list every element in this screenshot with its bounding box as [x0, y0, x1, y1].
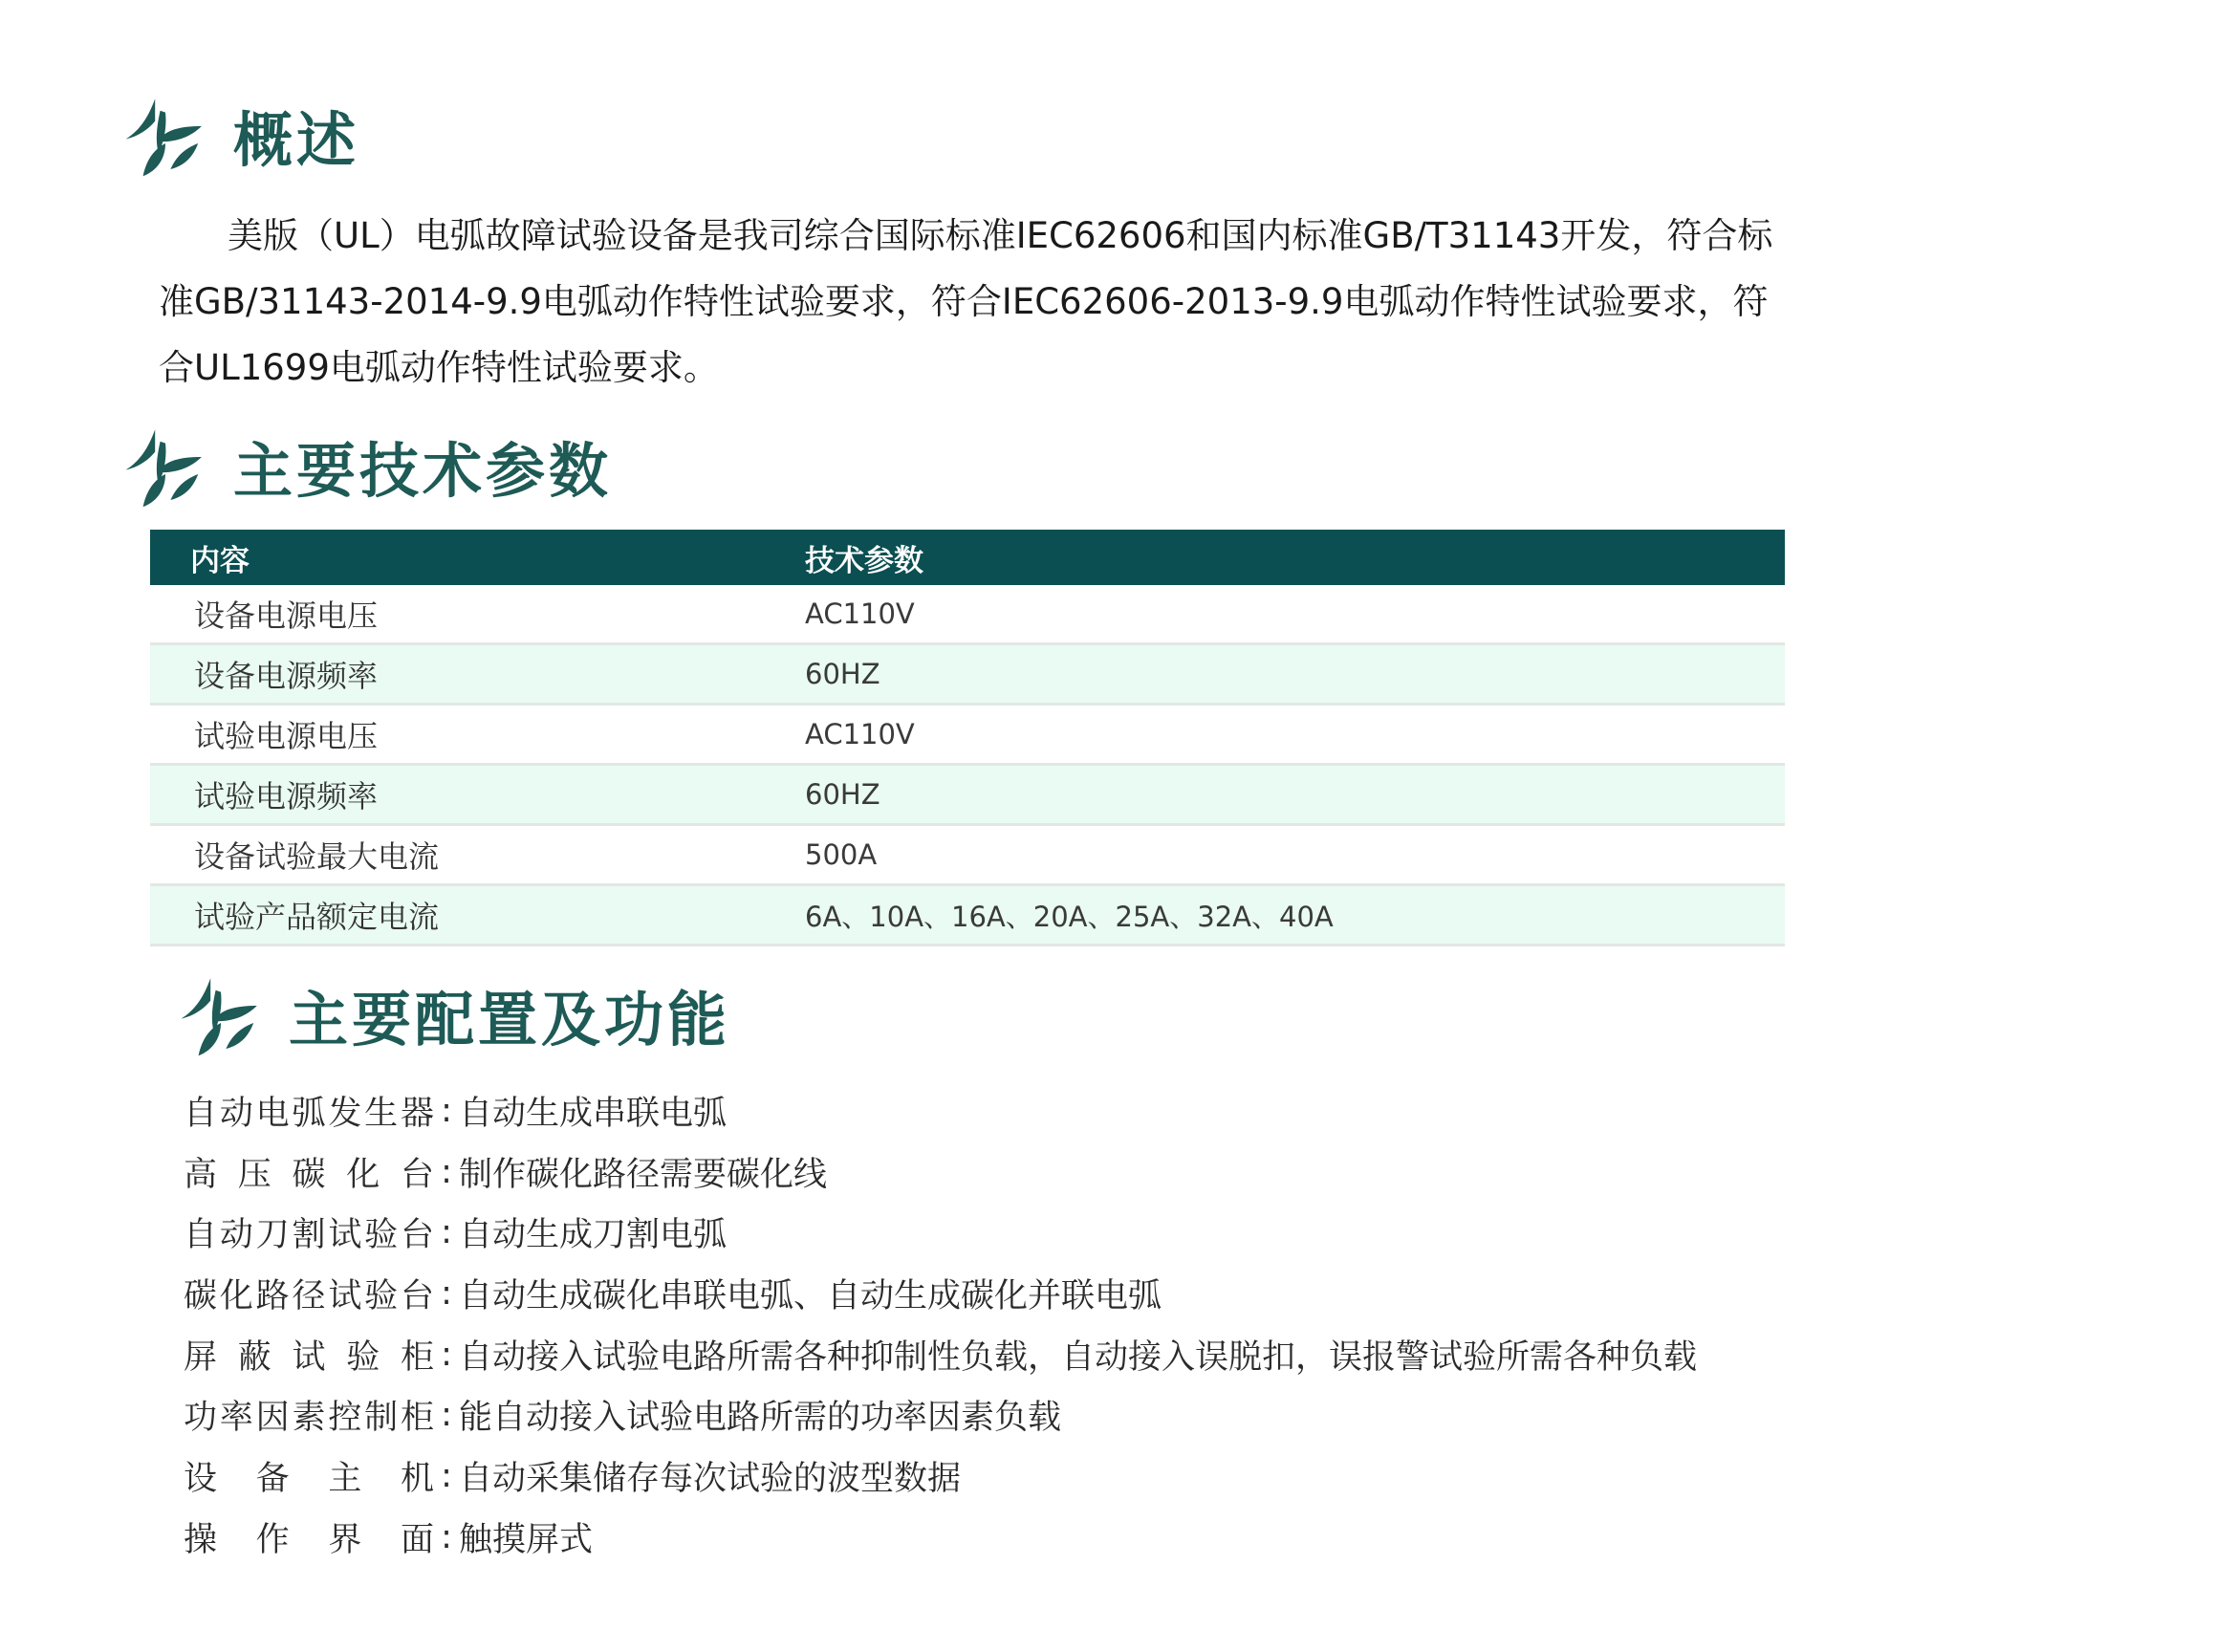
- list-item: [184, 1446, 1809, 1507]
- config-label: 屏蔽试验柜: [184, 1337, 434, 1377]
- spec-name: 试验产品额定电流: [194, 899, 440, 935]
- spec-name: 设备试验最大电流: [194, 838, 440, 875]
- config-separator: :: [441, 1213, 452, 1252]
- table-row: [150, 886, 1785, 946]
- header-parameter: 技术参数: [805, 543, 923, 578]
- overview-text: [159, 203, 1803, 401]
- config-separator: :: [441, 1517, 452, 1556]
- list-item: [184, 1384, 1809, 1446]
- spec-name: 试验电源频率: [194, 778, 379, 815]
- section-heading-overview: [122, 92, 359, 178]
- spec-name: 设备电源频率: [194, 658, 379, 694]
- section-heading-specs: [122, 423, 612, 509]
- leaf-logo-icon: [178, 971, 264, 1057]
- config-desc: 自动接入试验电路所需各种抑制性负载，自动接入误脱扣，误报警试验所需各种负载: [459, 1337, 1698, 1377]
- config-desc: 自动生成串联电弧: [459, 1094, 728, 1133]
- spec-name: 试验电源电压: [194, 718, 379, 754]
- config-label: 自动电弧发生器: [184, 1094, 434, 1133]
- config-separator: :: [441, 1335, 452, 1374]
- config-separator: :: [441, 1396, 452, 1435]
- overview-paragraph: 美版（UL）电弧故障试验设备是我司综合国际标准IEC62606和国内标准GB/T31143开发，符合标准GB/31143-2014-9.9电弧动作特性试验要求，符合IEC62606-2013-9.9电弧动作特性试验要求，符合UL1699电弧动作特性试验要求。: [159, 215, 1773, 388]
- list-item: [184, 1141, 1809, 1203]
- table-row: [150, 706, 1785, 766]
- list-item: [184, 1080, 1809, 1141]
- config-separator: :: [441, 1273, 452, 1313]
- section-heading-config: [178, 971, 730, 1057]
- list-item: [184, 1507, 1809, 1568]
- config-separator: :: [441, 1456, 452, 1495]
- spec-value: 500A: [805, 838, 878, 871]
- spec-value: 60HZ: [805, 658, 880, 690]
- table-row: [150, 585, 1785, 645]
- config-list: [184, 1080, 1809, 1568]
- config-desc: 自动生成碳化串联电弧、自动生成碳化并联电弧: [459, 1276, 1162, 1315]
- section-title: 主要技术参数: [233, 435, 613, 506]
- config-separator: :: [441, 1152, 452, 1191]
- spec-name: 设备电源电压: [194, 598, 379, 634]
- config-desc: 自动生成刀割电弧: [459, 1216, 728, 1255]
- header-content: 内容: [190, 543, 250, 578]
- spec-table: [150, 530, 1785, 946]
- spec-table-header: [150, 530, 1785, 585]
- config-label: 功率因素控制柜: [184, 1399, 434, 1438]
- table-row: [150, 645, 1785, 706]
- list-item: [184, 1263, 1809, 1324]
- spec-value: AC110V: [805, 598, 915, 630]
- config-label: 自动刀割试验台: [184, 1216, 434, 1255]
- spec-value: AC110V: [805, 718, 915, 750]
- config-desc: 制作碳化路径需要碳化线: [459, 1155, 828, 1194]
- leaf-logo-icon: [122, 423, 208, 509]
- list-item: [184, 1202, 1809, 1263]
- table-row: [150, 826, 1785, 886]
- config-desc: 触摸屏式: [459, 1520, 594, 1559]
- section-title: 概述: [233, 104, 360, 175]
- config-label: 设备主机: [184, 1459, 434, 1498]
- list-item: [184, 1324, 1809, 1385]
- config-desc: 自动采集储存每次试验的波型数据: [459, 1459, 962, 1498]
- table-row: [150, 766, 1785, 826]
- config-label: 碳化路径试验台: [184, 1276, 434, 1315]
- spec-value: 60HZ: [805, 778, 880, 811]
- spec-value: 6A、10A、16A、20A、25A、32A、40A: [805, 900, 1334, 933]
- config-desc: 能自动接入试验电路所需的功率因素负载: [459, 1399, 1062, 1438]
- config-label: 操作界面: [184, 1520, 434, 1559]
- config-label: 高压碳化台: [184, 1155, 434, 1194]
- section-title: 主要配置及功能: [289, 984, 731, 1054]
- leaf-logo-icon: [122, 92, 208, 178]
- config-separator: :: [441, 1091, 452, 1130]
